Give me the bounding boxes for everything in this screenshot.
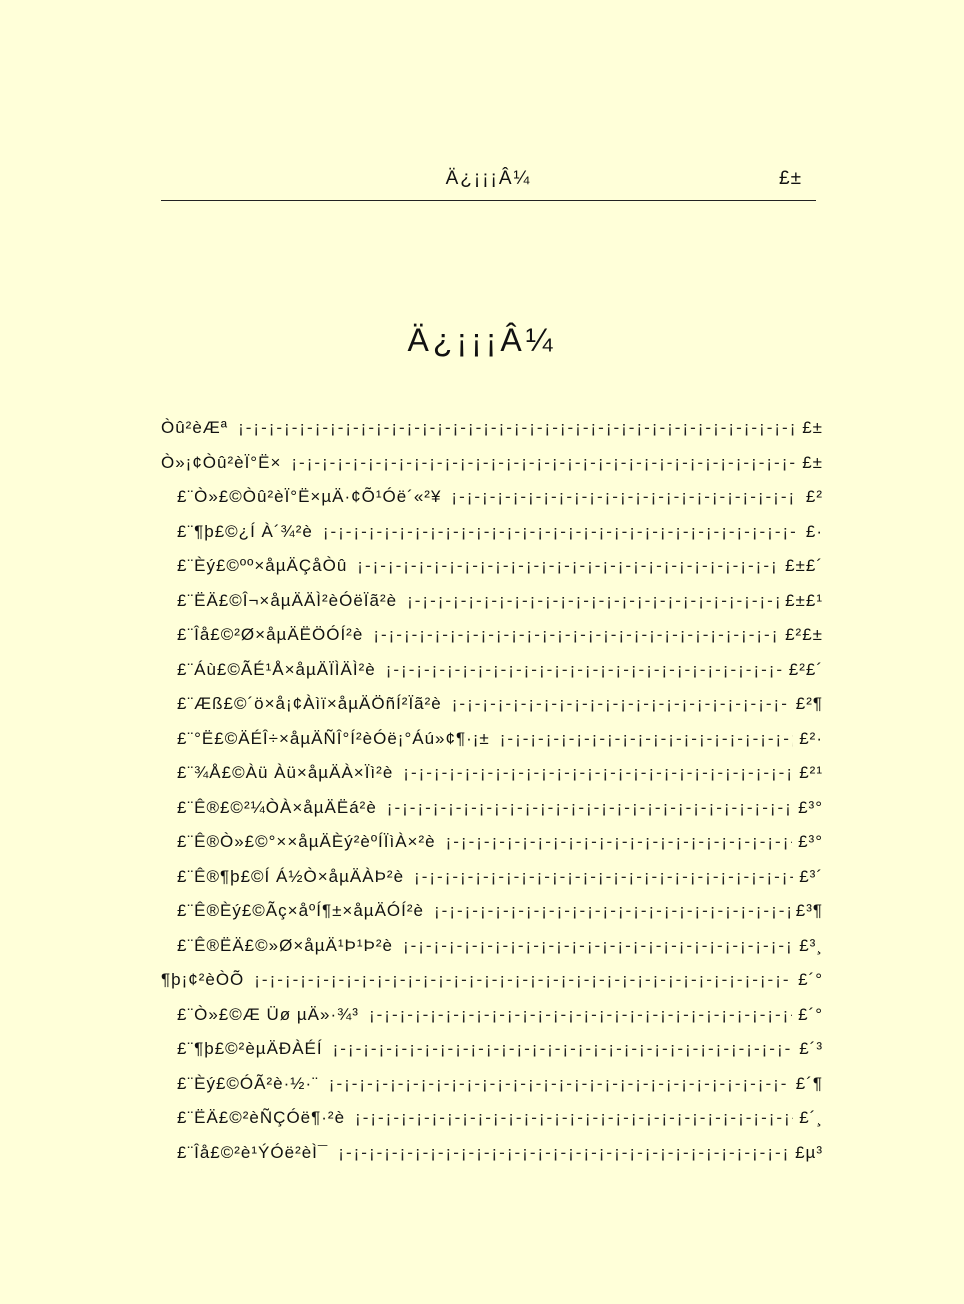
dot-leader <box>452 687 790 722</box>
toc-entry-page-number: £´° <box>798 1004 823 1024</box>
toc-entry-label: £¨Áù£©ÃÉ¹Å×åµÄÏÌÄÌ²è <box>177 659 376 679</box>
dot-leader <box>403 756 793 791</box>
toc-entry[interactable] <box>161 584 823 619</box>
running-header <box>161 166 816 201</box>
toc-title: Ä¿¡¡¡Â¼ <box>407 322 557 358</box>
toc-entry[interactable] <box>161 618 823 653</box>
toc-entry-page-number: £²£´ <box>788 659 823 679</box>
table-of-contents <box>161 411 823 1170</box>
dot-leader <box>357 549 779 584</box>
dot-leader <box>323 515 795 550</box>
toc-entry-page-number: £³° <box>798 797 823 817</box>
toc-entry-label: £¨Ê®¶þ£©Í Á½Ò×åµÄÀÞ²è <box>177 866 405 886</box>
toc-entry-label: Òû²èÆª <box>161 418 229 437</box>
toc-entry-page-number: £± <box>802 452 823 472</box>
toc-entry[interactable] <box>161 722 823 757</box>
toc-entry-label: £¨°Ë£©ÄÉÎ÷×åµÄÑÎ°Í²èÓë¡°Áú»¢¶·¡± <box>177 728 490 748</box>
dot-leader <box>446 825 792 860</box>
dot-leader <box>369 998 792 1033</box>
toc-entry-page-number: £³¸ <box>799 935 823 955</box>
dot-leader <box>387 791 792 826</box>
toc-entry[interactable] <box>161 756 823 791</box>
toc-entry-page-number: £· <box>805 521 823 541</box>
dot-leader <box>373 618 779 653</box>
toc-entry-label: £¨ËÄ£©Î¬×åµÄÄÌ²èÓëÏã²è <box>177 590 398 610</box>
running-header-title: Ä¿¡¡¡Â¼ <box>445 168 532 189</box>
dot-leader <box>403 929 793 964</box>
toc-entry-label: £¨Ò»£©Æ Üø µÄ»·¾³ <box>177 1004 359 1024</box>
toc-entry[interactable] <box>161 894 823 929</box>
toc-entry-label: £¨¶þ£©¿Í À´¾²è <box>177 521 313 541</box>
toc-entry[interactable] <box>161 929 823 964</box>
toc-entry-label: £¨¾Å£©Àü Àü×åµÄÀ×Ïì²è <box>177 763 394 782</box>
dot-leader <box>238 411 795 446</box>
toc-entry-page-number: £± <box>802 418 823 437</box>
toc-entry-label: £¨Ê®Èý£©Ãç×åºÍ¶±×åµÄÓÍ²è <box>177 901 424 920</box>
toc-entry[interactable] <box>161 515 823 550</box>
toc-entry[interactable] <box>161 860 823 895</box>
dot-leader <box>254 963 792 998</box>
toc-entry-page-number: £²¹ <box>799 763 823 782</box>
dot-leader <box>338 1136 789 1171</box>
toc-entry-page-number: £´¶ <box>795 1073 823 1093</box>
toc-entry-label: £¨ËÄ£©²èÑÇÓë¶·²è <box>177 1108 346 1127</box>
toc-entry[interactable] <box>161 446 823 481</box>
dot-leader <box>386 653 783 688</box>
toc-entry-label: £¨Îå£©²Ø×åµÄËÖÓÍ²è <box>177 625 364 644</box>
dot-leader <box>333 1032 794 1067</box>
toc-entry-label: £¨Ê®ËÄ£©»Ø×åµÄ¹Þ¹Þ²è <box>177 935 393 955</box>
toc-entry[interactable] <box>161 1067 823 1102</box>
toc-entry[interactable] <box>161 480 823 515</box>
toc-entry-page-number: £±£´ <box>785 556 823 575</box>
toc-entry[interactable] <box>161 653 823 688</box>
toc-entry-label: Ò»¡¢Òû²èÏ°Ë× <box>161 452 282 472</box>
toc-entry-page-number: £² <box>805 487 823 506</box>
toc-entry[interactable] <box>161 1101 823 1136</box>
toc-entry-label: £¨¶þ£©²èµÄÐÀÉÍ <box>177 1039 323 1058</box>
toc-entry[interactable] <box>161 411 823 446</box>
toc-entry-label: £¨Èý£©ºº×åµÄÇåÒû <box>177 556 348 575</box>
toc-entry[interactable] <box>161 1136 823 1171</box>
toc-entry-label: £¨Èý£©ÓÃ²è·½·¨ <box>177 1073 319 1093</box>
toc-entry-label: £¨Ê®Ò»£©°××åµÄÈý²èºÍÏìÀ×²è <box>177 832 436 851</box>
dot-leader <box>500 722 793 757</box>
toc-entry-page-number: £±£¹ <box>785 590 823 610</box>
toc-entry-page-number: £²¶ <box>795 694 823 713</box>
toc-entry[interactable] <box>161 963 823 998</box>
dot-leader <box>355 1101 793 1136</box>
toc-entry-label: £¨Ò»£©Òû²èÏ°Ë×µÄ·¢Õ¹Óë´«²¥ <box>177 487 442 506</box>
running-header-page-number: £± <box>779 168 802 189</box>
toc-entry-page-number: £³´ <box>799 866 823 886</box>
toc-entry[interactable] <box>161 791 823 826</box>
dot-leader <box>434 894 790 929</box>
toc-entry-page-number: £´¸ <box>799 1108 823 1127</box>
toc-entry-label: £¨Ê®£©²¼ÒÀ×åµÄËá²è <box>177 797 377 817</box>
toc-entry-page-number: £³¶ <box>795 901 823 920</box>
toc-entry-label: ¶þ¡¢²èÒÕ <box>161 970 245 989</box>
dot-leader <box>407 584 779 619</box>
toc-entry-page-number: £³° <box>798 832 823 851</box>
dot-leader <box>451 480 795 515</box>
toc-entry[interactable] <box>161 549 823 584</box>
toc-entry-page-number: £´° <box>798 970 823 989</box>
toc-entry[interactable] <box>161 687 823 722</box>
toc-entry-page-number: £´³ <box>799 1039 823 1058</box>
toc-entry-page-number: £µ³ <box>795 1142 823 1162</box>
dot-leader <box>414 860 793 895</box>
toc-entry[interactable] <box>161 1032 823 1067</box>
toc-entry[interactable] <box>161 998 823 1033</box>
dot-leader <box>291 446 795 481</box>
toc-entry-page-number: £²· <box>799 728 823 748</box>
toc-entry[interactable] <box>161 825 823 860</box>
toc-entry-label: £¨Îå£©²è¹ÝÓë²èÌ¯ <box>177 1142 329 1162</box>
toc-entry-label: £¨Æß£©´ö×å¡¢Àìï×åµÄÖñÍ²Ïã²è <box>177 694 442 713</box>
toc-entry-page-number: £²£± <box>785 625 823 644</box>
dot-leader <box>329 1067 790 1102</box>
